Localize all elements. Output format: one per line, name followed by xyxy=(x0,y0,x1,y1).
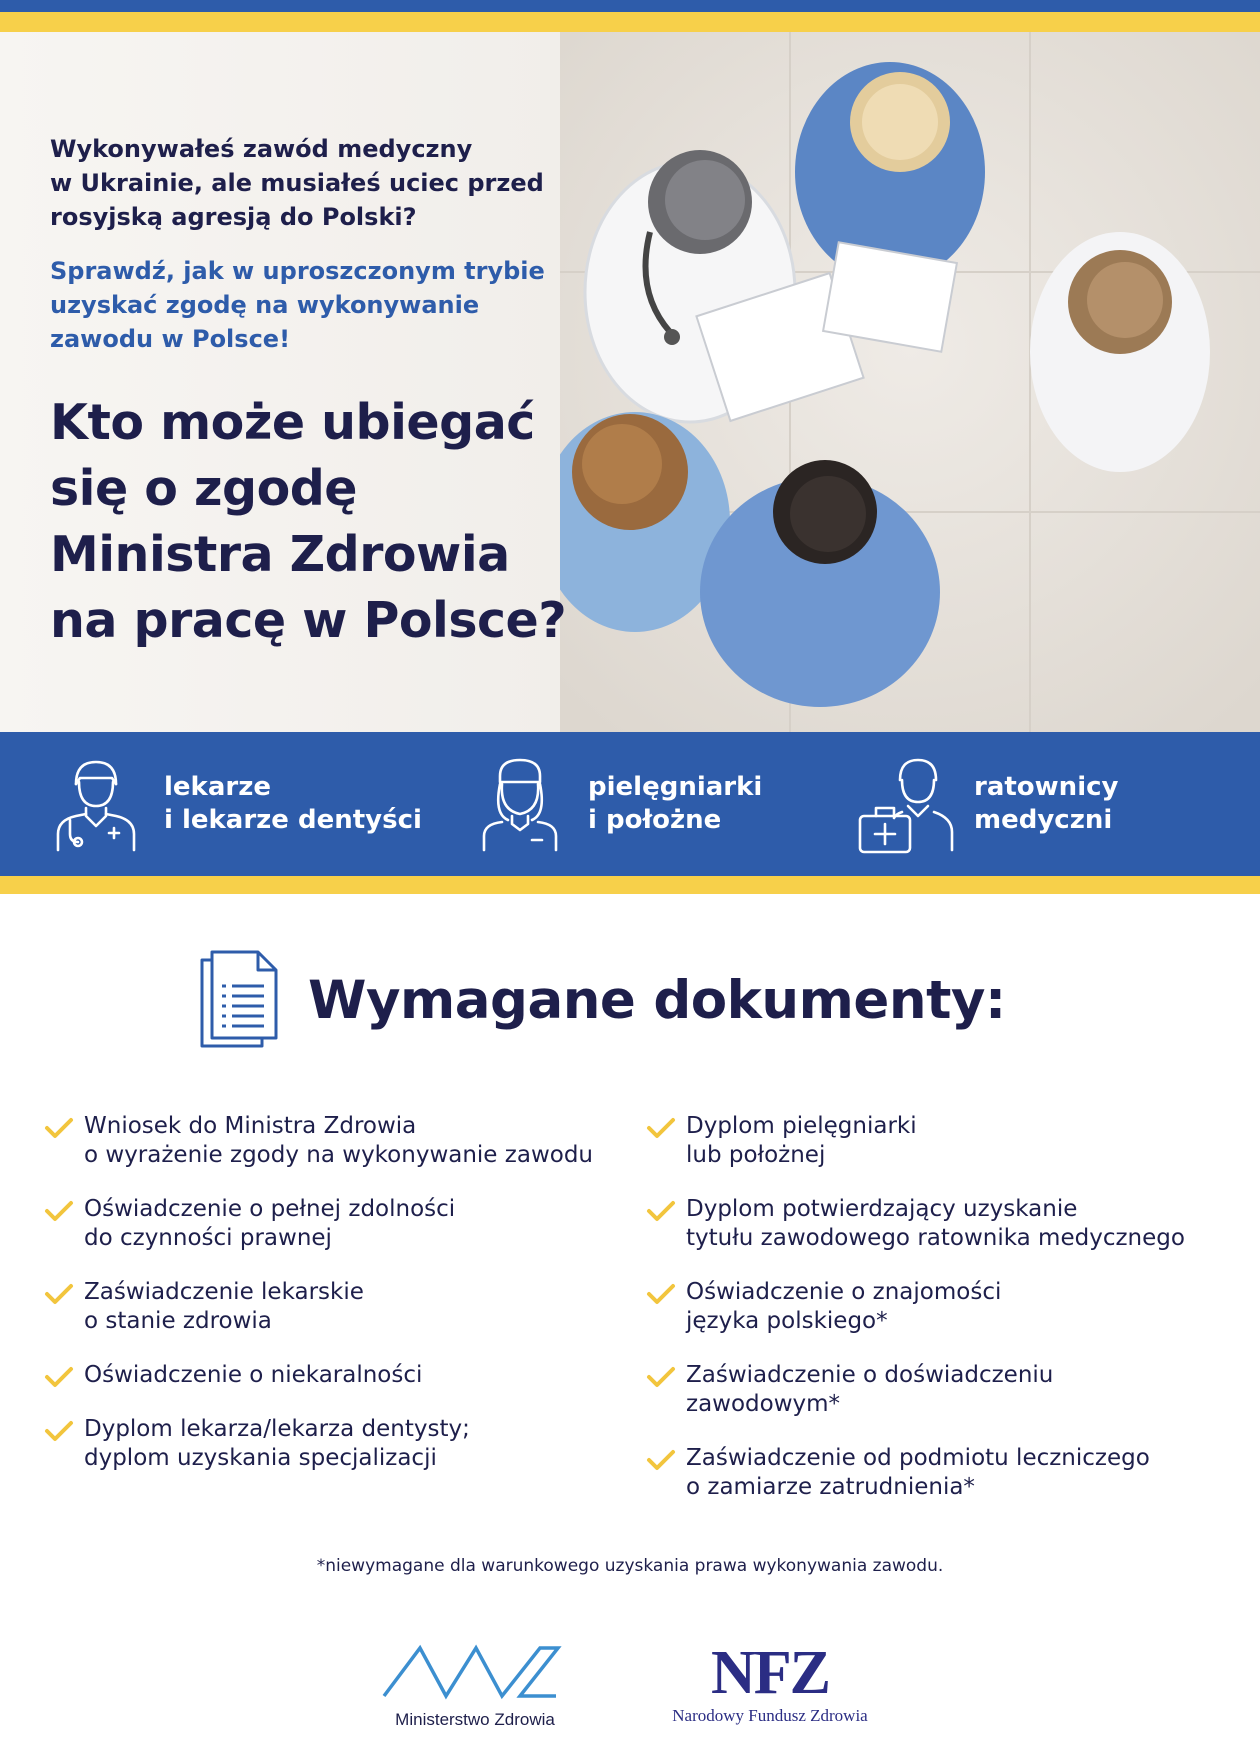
hero-cta: Sprawdź, jak w uproszczonym trybie uzyskać zgodę na wykonywanie zawodu w Polsce! xyxy=(50,257,545,353)
checkmark-icon xyxy=(44,1365,74,1389)
list-item-text: Zaświadczenie o doświadczeniu zawodowym* xyxy=(686,1362,1054,1417)
nurse-icon xyxy=(470,754,570,854)
doctor-icon xyxy=(46,754,146,854)
profession-paramedics-label: ratownicy medyczni xyxy=(974,772,1119,835)
nfz-logo-text: Narodowy Fundusz Zdrowia xyxy=(672,1706,868,1725)
profession-paramedics xyxy=(856,732,1118,876)
list-item-text: Dyplom pielęgniarki lub położnej xyxy=(686,1113,917,1168)
checkmark-icon xyxy=(44,1419,74,1443)
top-stripe-yellow xyxy=(0,12,1260,32)
list-item-text: Dyplom lekarza/lekarza dentysty; dyplom uzyskania specjalizacji xyxy=(84,1416,470,1471)
documents-list-right xyxy=(646,1112,1226,1502)
hero-section xyxy=(0,32,1260,732)
list-item xyxy=(646,1195,1226,1253)
ministry-of-health-logo xyxy=(380,1640,570,1732)
checkmark-icon xyxy=(646,1365,676,1389)
checkmark-icon xyxy=(44,1116,74,1140)
profession-nurses xyxy=(470,732,762,876)
top-stripe-blue xyxy=(0,0,1260,12)
documents-list-left xyxy=(44,1112,604,1473)
top-stripe xyxy=(0,0,1260,32)
list-item xyxy=(646,1361,1226,1419)
documents-title: Wymagane dokumenty: xyxy=(308,969,1006,1031)
list-item-text: Zaświadczenie od podmiotu leczniczego o zamiarze zatrudnienia* xyxy=(686,1445,1150,1500)
nurse-figure-right xyxy=(1030,232,1210,472)
professions-band xyxy=(0,732,1260,876)
profession-nurses-label: pielęgniarki i położne xyxy=(588,772,763,835)
list-item-text: Oświadczenie o niekaralności xyxy=(84,1362,423,1388)
list-item-text: Dyplom potwierdzający uzyskanie tytułu zawodowego ratownika medycznego xyxy=(686,1196,1185,1251)
list-item xyxy=(44,1195,604,1253)
paramedic-icon xyxy=(856,754,956,854)
list-item-text: Oświadczenie o pełnej zdolności do czynności prawnej xyxy=(84,1196,456,1251)
list-item xyxy=(44,1361,604,1390)
list-item xyxy=(646,1444,1226,1502)
list-item-text: Oświadczenie o znajomości języka polskiego* xyxy=(686,1279,1002,1334)
hero-headline: Kto może ubiegać się o zgodę Ministra Zdrowia na pracę w Polsce? xyxy=(50,394,567,649)
nurse-figure-top xyxy=(795,62,985,282)
medical-team-photo xyxy=(560,32,1260,732)
hero-intro: Wykonywałeś zawód medyczny w Ukrainie, ale musiałeś uciec przed rosyjską agresją do Polski? xyxy=(50,135,544,231)
checkmark-icon xyxy=(44,1199,74,1223)
list-item-text: Zaświadczenie lekarskie o stanie zdrowia xyxy=(84,1279,364,1334)
profession-doctors-label: lekarze i lekarze dentyści xyxy=(164,772,422,835)
document-icon xyxy=(198,950,282,1050)
profession-doctors xyxy=(46,732,422,876)
list-item xyxy=(44,1112,604,1170)
checkmark-icon xyxy=(646,1199,676,1223)
footnote: *niewymagane dla warunkowego uzyskania prawa wykonywania zawodu. xyxy=(316,1556,944,1576)
documents-header xyxy=(198,950,1006,1050)
yellow-divider xyxy=(0,876,1260,894)
nfz-logo xyxy=(650,1640,890,1732)
ministry-logo-mark xyxy=(380,1640,570,1706)
checkmark-icon xyxy=(646,1282,676,1306)
hero-text xyxy=(50,132,610,654)
ministry-logo-text: Ministerstwo Zdrowia xyxy=(395,1710,555,1729)
list-item xyxy=(646,1278,1226,1336)
nfz-logo-mark: NFZ xyxy=(711,1639,829,1707)
list-item xyxy=(44,1415,604,1473)
list-item-text: Wniosek do Ministra Zdrowia o wyrażenie zgody na wykonywanie zawodu xyxy=(84,1113,593,1168)
list-item xyxy=(44,1278,604,1336)
checkmark-icon xyxy=(646,1116,676,1140)
checkmark-icon xyxy=(44,1282,74,1306)
checkmark-icon xyxy=(646,1448,676,1472)
list-item xyxy=(646,1112,1226,1170)
